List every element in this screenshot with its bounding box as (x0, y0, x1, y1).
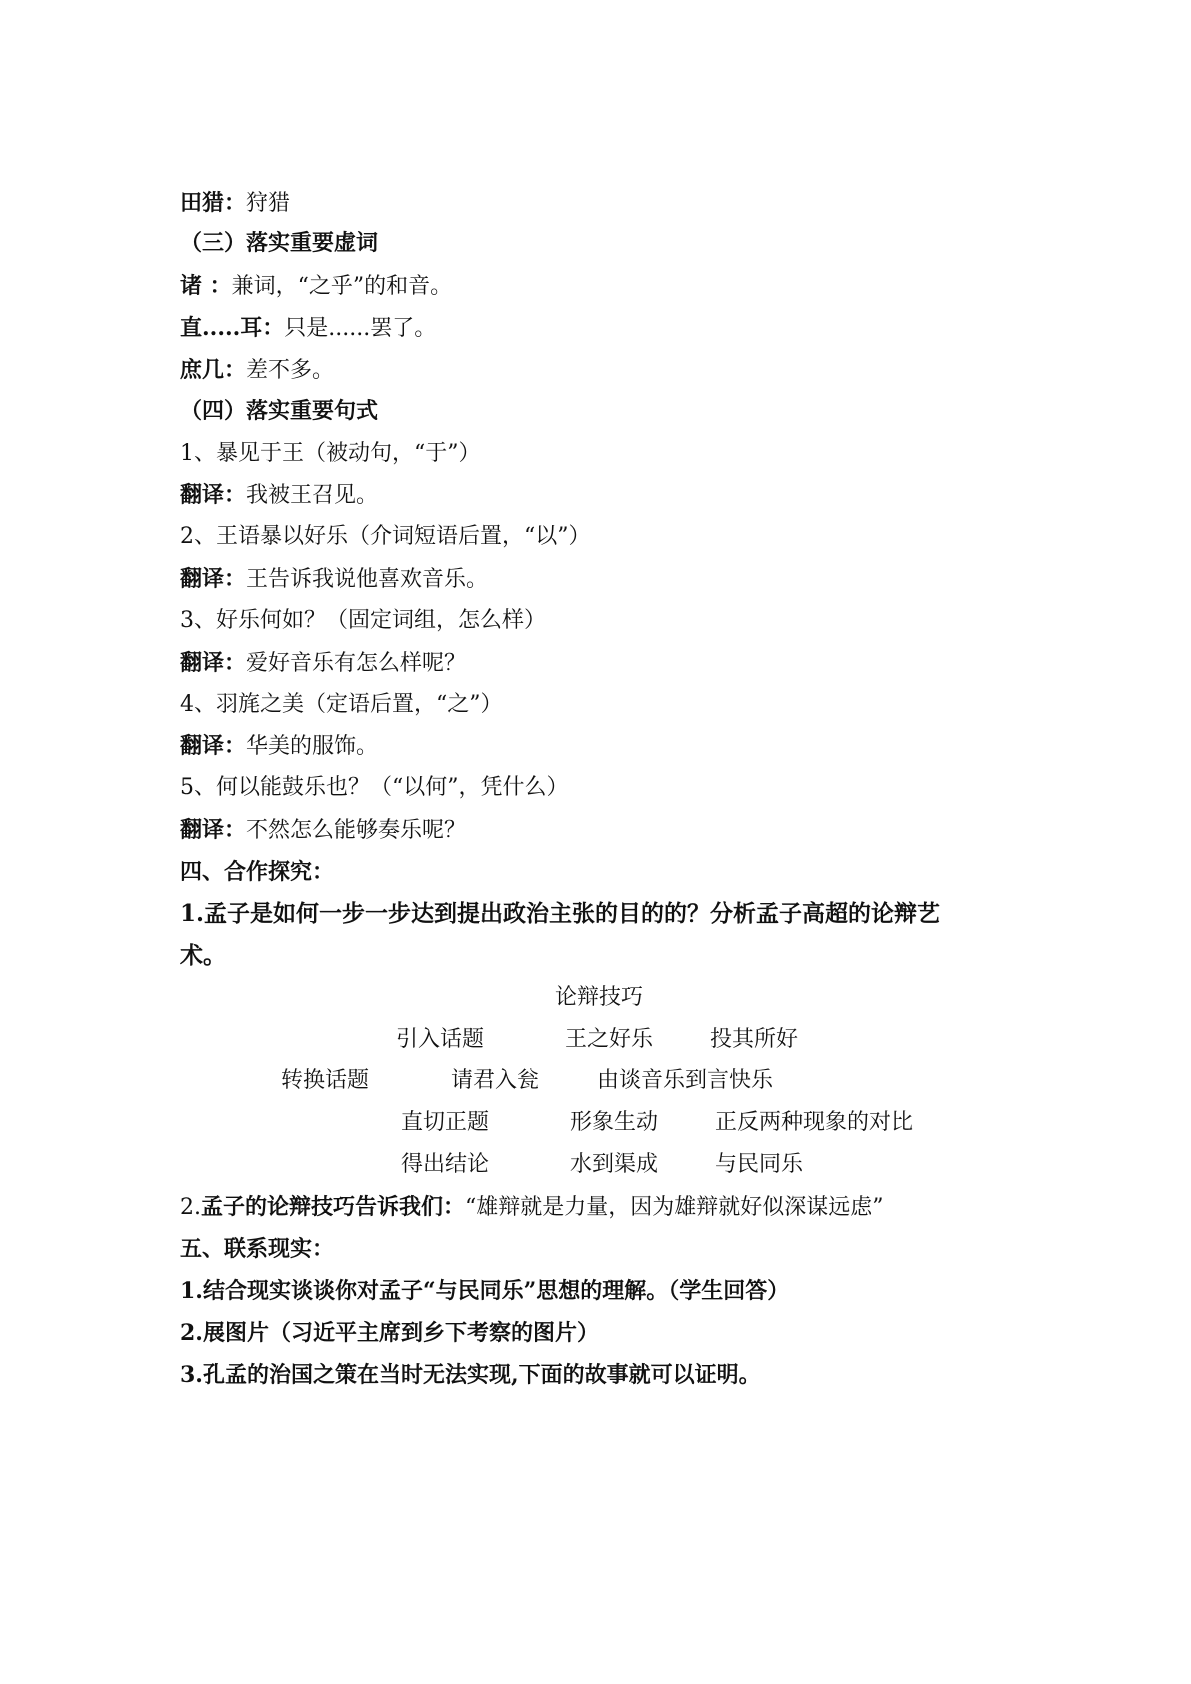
translation-2 (180, 564, 488, 595)
translation-text: 爱好音乐有怎么样呢？ (246, 651, 467, 676)
vocab-line-zhi-er (180, 313, 436, 344)
diagram-cell: 由谈音乐到言快乐 (597, 1068, 774, 1093)
sentence-4: 4、羽旄之美（定语后置，“之”） (180, 692, 503, 717)
definition: 狩猎 (246, 191, 291, 216)
term: 庶几： (180, 357, 247, 383)
definition: 差不多。 (246, 358, 335, 383)
section-heading-3: （三）落实重要虚词 (180, 231, 379, 256)
diagram-cell: 王之好乐 (565, 1027, 654, 1052)
translation-3 (180, 648, 466, 679)
question-2-number: 2. (180, 1195, 201, 1220)
definition: 只是......罢了。 (284, 316, 437, 341)
practice-1: 1.结合现实谈谈你对孟子“与民同乐”思想的理解。（学生回答） (180, 1278, 790, 1304)
sentence-2: 2、王语暴以好乐（介词短语后置，“以”） (180, 524, 591, 549)
diagram-cell: 得出结论 (401, 1152, 490, 1177)
translation-label: 翻译： (180, 566, 247, 592)
diagram-cell: 直切正题 (401, 1110, 490, 1135)
translation-text: 华美的服饰。 (246, 734, 379, 759)
translation-label: 翻译： (180, 733, 247, 759)
vocab-line-shuji (180, 355, 334, 386)
translation-1 (180, 480, 378, 511)
translation-text: 王告诉我说他喜欢音乐。 (246, 567, 489, 592)
question-2-bold: 孟子的论辩技巧告诉我们： (201, 1194, 466, 1220)
practice-3: 3.孔孟的治国之策在当时无法实现,下面的故事就可以证明。 (180, 1362, 761, 1388)
term: 直.....耳： (180, 315, 285, 341)
translation-label: 翻译： (180, 650, 247, 676)
question-2-quote: “雄辩就是力量，因为雄辩就好似深谋远虑” (465, 1195, 884, 1220)
diagram-cell: 投其所好 (710, 1027, 799, 1052)
term: 田猎： (180, 190, 247, 216)
sentence-5: 5、何以能鼓乐也？（“以何”，凭什么） (180, 775, 569, 800)
vocab-line-zhu (180, 271, 452, 302)
vocab-line-tianlie (180, 188, 290, 219)
diagram-title: 论辩技巧 (555, 985, 644, 1010)
question-1-line-2: 术。 (180, 942, 226, 969)
diagram-cell: 请君入瓮 (451, 1068, 540, 1093)
sentence-3: 3、好乐何如？（固定词组，怎么样） (180, 608, 546, 633)
sentence-1: 1、暴见于王（被动句，“于”） (180, 441, 481, 466)
definition: 兼词，“之乎”的和音。 (231, 274, 453, 299)
translation-4 (180, 731, 378, 762)
question-2 (180, 1192, 884, 1223)
diagram-cell: 引入话题 (396, 1027, 485, 1052)
diagram-cell: 形象生动 (570, 1110, 659, 1135)
section-heading-4: （四）落实重要句式 (180, 399, 379, 424)
term: 诸 ： (180, 273, 232, 299)
diagram-cell: 转换话题 (281, 1068, 370, 1093)
translation-label: 翻译： (180, 817, 247, 843)
heading-part-5: 五、联系现实： (180, 1236, 335, 1262)
diagram-cell: 正反两种现象的对比 (715, 1110, 914, 1135)
practice-2: 2.展图片（习近平主席到乡下考察的图片） (180, 1320, 599, 1346)
diagram-cell: 水到渠成 (570, 1152, 659, 1177)
translation-text: 我被王召见。 (246, 483, 379, 508)
translation-label: 翻译： (180, 482, 247, 508)
heading-part-4: 四、合作探究： (180, 859, 335, 885)
translation-text: 不然怎么能够奏乐呢？ (246, 818, 467, 843)
diagram-cell: 与民同乐 (715, 1152, 804, 1177)
question-1-line-1: 1.孟子是如何一步一步达到提出政治主张的目的的？分析孟子高超的论辩艺 (180, 900, 941, 927)
translation-5 (180, 815, 466, 846)
